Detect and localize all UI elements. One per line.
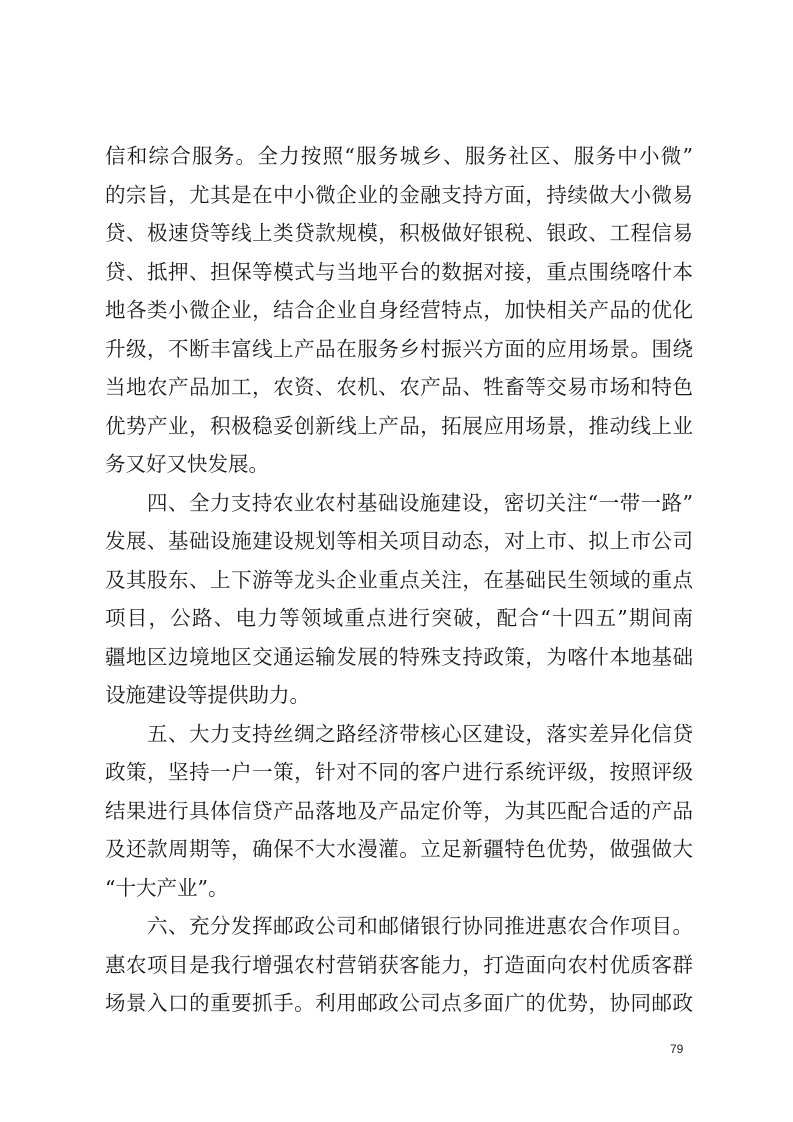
paragraph-1-line-8: 优势产业，积极稳妥创新线上产品，拓展应用场景，推动线上业: [105, 414, 693, 438]
paragraph-4-line-3: 场景入口的重要抓手。利用邮政公司点多面广的优势，协同邮政: [105, 991, 693, 1015]
paragraph-1-line-1: 信和综合服务。全力按照“服务城乡、服务社区、服务中小微”: [105, 144, 693, 168]
page-number: 79: [670, 1042, 684, 1056]
paragraph-1-line-3: 贷、极速贷等线上类贷款规模，积极做好银税、银政、工程信易: [105, 221, 693, 245]
paragraph-2-line-2: 发展、基础设施建设规划等相关项目动态，对上市、拟上市公司: [105, 529, 693, 553]
paragraph-1-line-6: 升级，不断丰富线上产品在服务乡村振兴方面的应用场景。围绕: [105, 337, 693, 361]
paragraph-1-line-4: 贷、抵押、担保等模式与当地平台的数据对接，重点围绕喀什本: [105, 260, 693, 284]
paragraph-4-line-2: 惠农项目是我行增强农村营销获客能力，打造面向农村优质客群: [105, 953, 693, 977]
paragraph-3-line-4: 及还款周期等，确保不大水漫灌。立足新疆特色优势，做强做大: [105, 837, 693, 861]
paragraph-3-line-1: 五、大力支持丝绸之路经济带核心区建设，落实差异化信贷: [147, 722, 693, 746]
paragraph-3-line-3: 结果进行具体信贷产品落地及产品定价等，为其匹配合适的产品: [105, 799, 693, 823]
paragraph-1-line-2: 的宗旨，尤其是在中小微企业的金融支持方面，持续做大小微易: [105, 183, 693, 207]
paragraph-2-line-6: 设施建设等提供助力。: [105, 683, 310, 707]
paragraph-2-line-5: 疆地区边境地区交通运输发展的特殊支持政策，为喀什本地基础: [105, 645, 693, 669]
paragraph-2-line-4: 项目，公路、电力等领域重点进行突破，配合“十四五”期间南: [105, 606, 693, 630]
paragraph-1-line-5: 地各类小微企业，结合企业自身经营特点，加快相关产品的优化: [105, 298, 693, 322]
paragraph-4-line-1: 六、充分发挥邮政公司和邮储银行协同推进惠农合作项目。: [147, 914, 693, 938]
paragraph-1-line-7: 当地农产品加工，农资、农机、农产品、牲畜等交易市场和特色: [105, 375, 693, 399]
paragraph-2-line-1: 四、全力支持农业农村基础设施建设，密切关注“一带一路”: [147, 491, 693, 515]
paragraph-1-line-9: 务又好又快发展。: [105, 452, 269, 476]
paragraph-3-line-5: “十大产业”。: [105, 876, 229, 900]
paragraph-2-line-3: 及其股东、上下游等龙头企业重点关注，在基础民生领域的重点: [105, 568, 693, 592]
paragraph-3-line-2: 政策，坚持一户一策，针对不同的客户进行系统评级，按照评级: [105, 760, 693, 784]
